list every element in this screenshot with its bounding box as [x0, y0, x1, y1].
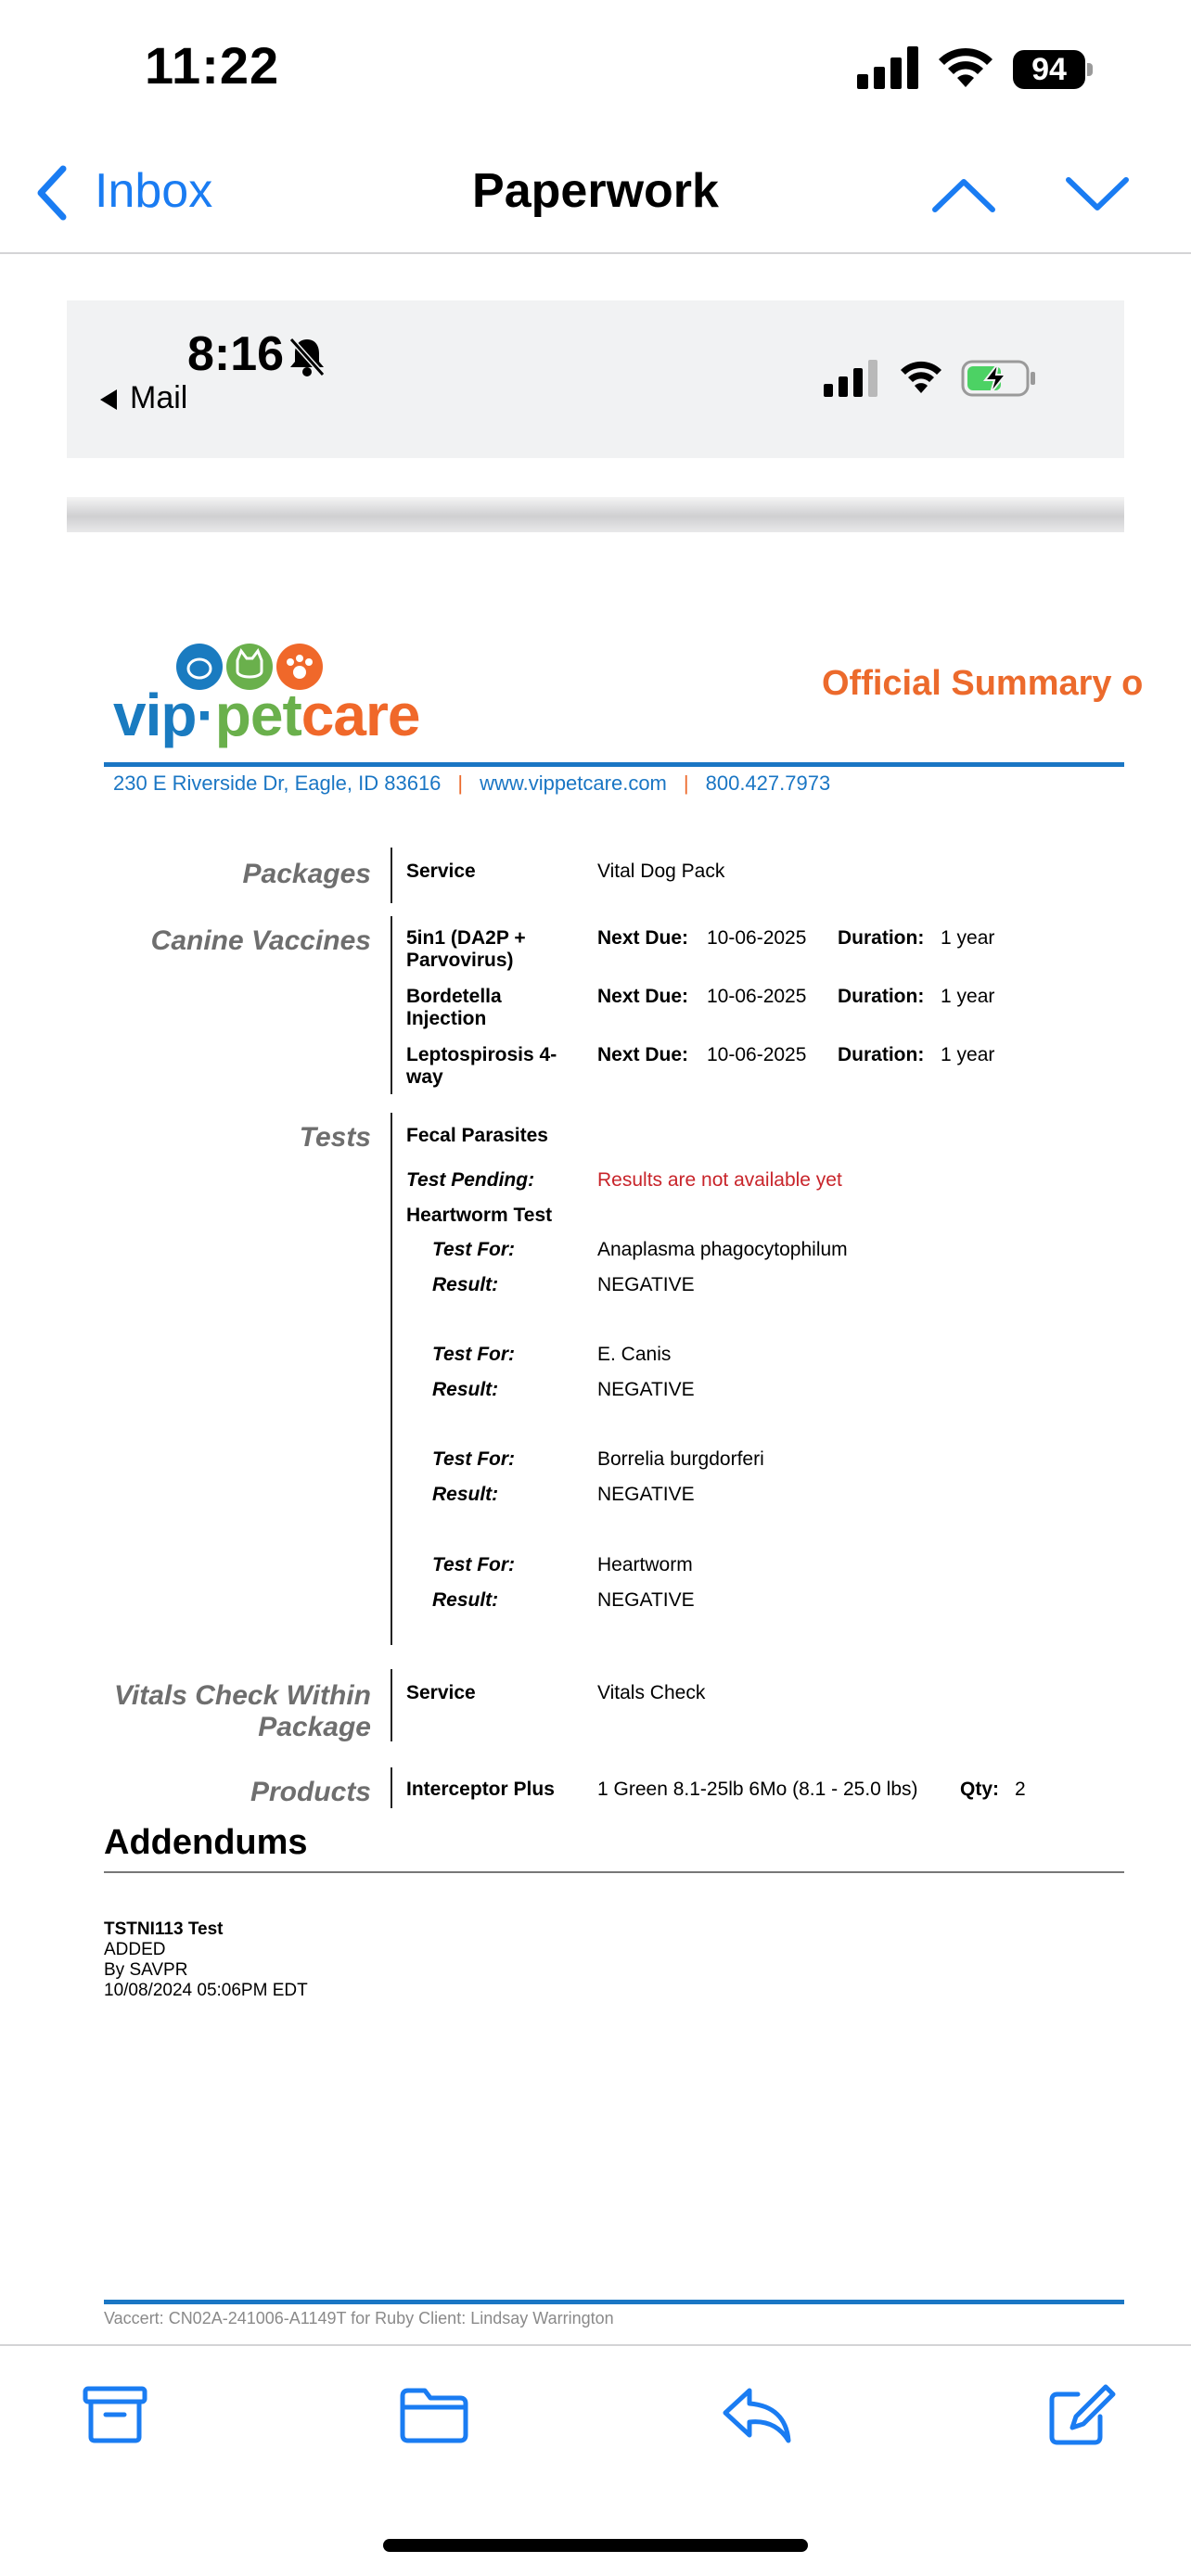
vaccine-next-due: 10-06-2025 [707, 1044, 807, 1065]
result-label: Result: [432, 1589, 499, 1611]
product-description: 1 Green 8.1-25lb 6Mo (8.1 - 25.0 lbs) [597, 1779, 918, 1800]
inner-status-time: 8:16 [187, 327, 285, 381]
vip-petcare-logo [113, 681, 419, 749]
addendums-rule [104, 1871, 1124, 1873]
result-value: NEGATIVE [597, 1589, 695, 1611]
folder-icon[interactable] [399, 2383, 469, 2446]
qty-value: 2 [1015, 1779, 1026, 1800]
test-for-value: Anaplasma phagocytophilum [597, 1239, 848, 1260]
addendums-heading: Addendums [104, 1823, 308, 1862]
vaccine-duration: 1 year [941, 986, 995, 1007]
bell-slash-icon [286, 336, 328, 378]
status-time: 11:22 [145, 36, 280, 95]
inner-back-label: Mail [130, 380, 188, 415]
section-divider [391, 916, 392, 1094]
header-rule [104, 762, 1124, 767]
duration-label: Duration: [838, 1044, 925, 1065]
test-pending-value: Results are not available yet [597, 1169, 842, 1191]
vaccert-footer: Vaccert: CN02A-241006-A1149T for Ruby Client: Lindsay Warrington [104, 2309, 614, 2327]
toolbar-divider [0, 2344, 1191, 2346]
result-label: Result: [432, 1274, 499, 1295]
addendum-author: By SAVPR [104, 1960, 188, 1980]
footer-rule [104, 2300, 1124, 2304]
vaccine-next-due: 10-06-2025 [707, 986, 807, 1007]
logo-vip: vip [113, 682, 197, 748]
page-shadow-strip [67, 497, 1124, 532]
separator: | [457, 772, 464, 795]
vaccine-name: Bordetella Injection [406, 986, 502, 1029]
test-for-label: Test For: [432, 1344, 516, 1365]
addendum-entry [104, 1919, 308, 2001]
duration-label: Duration: [838, 986, 925, 1007]
section-divider [391, 1767, 392, 1808]
result-value: NEGATIVE [597, 1379, 695, 1400]
packages-label: Packages [242, 859, 371, 889]
result-value: NEGATIVE [597, 1484, 695, 1505]
document-title: Official Summary o [822, 664, 1144, 703]
test-for-value: Borrelia burgdorferi [597, 1448, 764, 1470]
tests-label: Tests [299, 1122, 371, 1153]
separator: | [683, 772, 689, 795]
vitals-service-value: Vitals Check [597, 1682, 706, 1703]
fecal-test-name: Fecal Parasites [406, 1125, 548, 1146]
battery-level: 94 [1013, 50, 1085, 89]
product-name: Interceptor Plus [406, 1779, 555, 1800]
test-pending-label: Test Pending: [406, 1169, 535, 1191]
back-button[interactable]: Inbox [95, 164, 213, 218]
vaccine-duration: 1 year [941, 1044, 995, 1065]
chevron-up-icon[interactable] [931, 176, 996, 213]
result-label: Result: [432, 1484, 499, 1505]
cellular-signal-icon [857, 46, 918, 89]
test-for-label: Test For: [432, 1239, 516, 1260]
result-value: NEGATIVE [597, 1274, 695, 1295]
page-title: Paperwork [472, 164, 719, 218]
section-divider [391, 848, 392, 903]
test-for-label: Test For: [432, 1448, 516, 1470]
addendum-title: TSTNI113 Test [104, 1919, 224, 1939]
wifi-icon [937, 45, 994, 89]
result-label: Result: [432, 1379, 499, 1400]
logo-care: care [301, 682, 420, 748]
vaccine-name: Leptospirosis 4- way [406, 1044, 557, 1088]
qty-label: Qty: [960, 1779, 999, 1800]
vaccines-label: Canine Vaccines [150, 925, 371, 956]
heartworm-test-name: Heartworm Test [406, 1205, 553, 1226]
packages-service-key: Service [406, 861, 476, 882]
battery-icon [1013, 50, 1093, 89]
vitals-label: Vitals Check Within Package [113, 1680, 371, 1742]
vaccine-name: 5in1 (DA2P + Parvovirus) [406, 927, 526, 971]
archive-icon[interactable] [80, 2383, 150, 2446]
test-for-value: Heartworm [597, 1554, 693, 1575]
logo-pet: pet [214, 682, 301, 748]
vaccine-duration: 1 year [941, 927, 995, 949]
addendum-datetime: 10/08/2024 05:06PM EDT [104, 1981, 308, 2000]
vaccine-next-due: 10-06-2025 [707, 927, 807, 949]
chevron-down-icon[interactable] [1065, 176, 1130, 213]
clinic-contact-line [113, 772, 830, 796]
next-due-label: Next Due: [597, 927, 689, 949]
duration-label: Duration: [838, 927, 925, 949]
vitals-service-key: Service [406, 1682, 476, 1703]
logo-dot: · [196, 682, 215, 748]
clinic-website: www.vippetcare.com [480, 772, 667, 795]
inner-wifi-icon [900, 358, 942, 395]
clinic-phone: 800.427.7973 [705, 772, 831, 795]
test-for-value: E. Canis [597, 1344, 672, 1365]
home-indicator[interactable] [383, 2539, 808, 2552]
packages-service-value: Vital Dog Pack [597, 861, 725, 882]
clinic-address: 230 E Riverside Dr, Eagle, ID 83616 [113, 772, 442, 795]
products-label: Products [250, 1777, 371, 1807]
test-for-label: Test For: [432, 1554, 516, 1575]
inner-cellular-signal-icon [824, 360, 879, 397]
next-due-label: Next Due: [597, 986, 689, 1007]
inner-back-to-mail [100, 380, 187, 416]
addendum-status: ADDED [104, 1940, 166, 1959]
next-due-label: Next Due: [597, 1044, 689, 1065]
nav-divider [0, 252, 1191, 254]
section-divider [391, 1113, 392, 1645]
reply-icon[interactable] [722, 2383, 792, 2446]
inner-battery-charging-icon [961, 360, 1037, 397]
section-divider [391, 1669, 392, 1741]
compose-icon[interactable] [1046, 2383, 1117, 2446]
